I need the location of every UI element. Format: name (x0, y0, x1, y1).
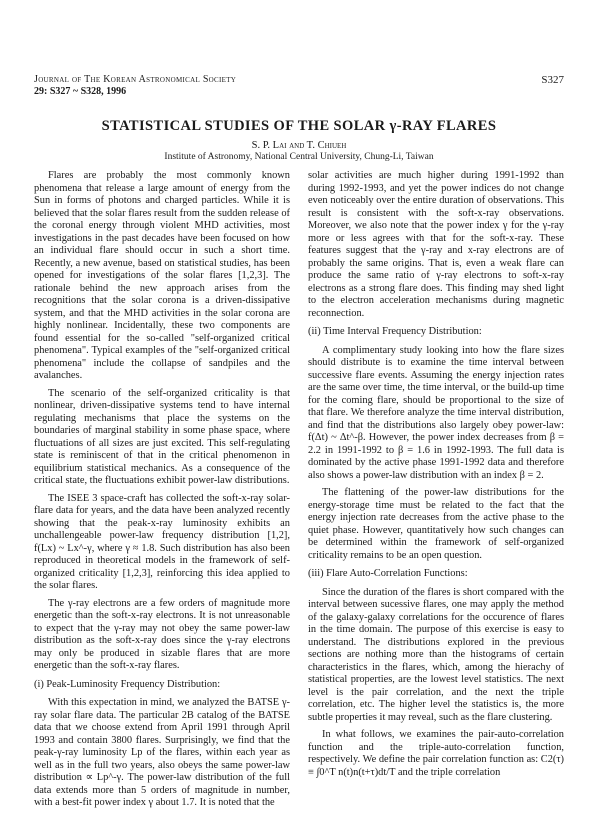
paragraph: The scenario of the self-organized criticality is that nonlinear, driven-dissipative systems tend to have internal regulating mechanisms that place the systems on the boundaries of marginal stability in some phase space, where fluctuations of all sizes are just excited. This self-regulating state is reminiscent of that in the critical phenomenon in equilibrium statistical mechanics. As a consequence of the critical state, the fluctuations exhibit power-law distributions. (34, 387, 290, 486)
paragraph: With this expectation in mind, we analyzed the BATSE γ-ray solar flare data. The particular 2B catalog of the BATSE data that we choose extend from April 1991 through April 1993 and contain 3800 flares. Surprisingly, we find that the peak-γ-ray luminosity Lp of the flares, within each year as well as in the full two years, also obeys the same power-law distribution ∝ Lp^-γ. The power-law distribution of the full data extends more than 5 orders of magnitude in number, with a best-fit power index γ about 1.7. It is noted that the (34, 697, 290, 808)
paragraph: A complimentary study looking into how the flare sizes should distribute is to examine the time interval between successive flare events. Assuming the energy injection rates are the same over time, the time interval, or the build-up time for the coming flare, should be proportional to the size of that flare. We therefore analyze the time interval distribution, and find that the distributions also largely obey power-law: f(Δt) ~ Δt^-β. However, the power index decreases from β = 2.2 in 1991-1992 to β = 1.6 in 1992-1993. The full data is dominated by the active phase 1991-1992 data and therefore also shows a power-law distribution with an index β = 2. (308, 344, 564, 481)
running-header (34, 74, 564, 98)
paragraph: The flattening of the power-law distributions for the energy-storage time must be related to the fact that the energy injection rate decreases from the active phase to the quiet phase. However, quantitatively how such changes can be determined within the framework of self-organized criticality remains to be an open question. (308, 487, 564, 561)
paragraph: The ISEE 3 space-craft has collected the soft-x-ray solar-flare data for years, and the data have been analyzed recently showing that the peak-x-ray luminosity exhibits an unchallengeable power-law frequency distribution [1,2], f(Lx) ~ Lx^-γ, where γ ≈ 1.8. Such distribution has also been reproduced in theoretical models in the framework of self-organized criticality [1,2,3], reinforcing this idea applied to the solar flares. (34, 492, 290, 591)
right-column (308, 170, 564, 784)
paper-title: STATISTICAL STUDIES OF THE SOLAR γ-RAY FLARES (101, 118, 497, 134)
section-heading: (ii) Time Interval Frequency Distribution: (308, 326, 482, 337)
paragraph: In what follows, we examines the pair-auto-correlation function and the triple-auto-correlation function, respectively. We define the pair correlation function as: C2(τ) ≡ ∫0^T n(t)n(t+τ)dt/T and the triple correlation (308, 729, 564, 778)
volume-info: 29: S327 ~ S328, 1996 (34, 86, 127, 97)
paragraph: solar activities are much higher during 1991-1992 than during 1992-1993, and yet the power indices do not change even noticeably over the entire duration of observations. This result is consistent with the soft-x-ray observations. Moreover, we also note that the power index γ for the γ-ray more or less agrees with that for the soft-x-ray. These features suggest that the γ-ray and x-ray electrons are of probably the same origins. That is, even a weak flare can produce the same ratio of γ-ray electrons to soft-x-ray electrons as a strong flare does. This finding may shed light to the electron acceleration mechanisms during magnetic reconnection. (308, 170, 564, 319)
authors: S. P. Lai and T. Chiueh (251, 140, 347, 151)
paragraph: The γ-ray electrons are a few orders of magnitude more energetic than the soft-x-ray electrons. It is not unreasonable to expect that the γ-ray may not obey the same power-law distribution as the soft-x-ray does since the γ-ray electrons may only be produced in sizable flares that are more energetic than the soft-x-ray flares. (34, 597, 290, 671)
journal-name: Journal of The Korean Astronomical Society (34, 74, 237, 85)
affiliation: Institute of Astronomy, National Central University, Chung-Li, Taiwan (164, 152, 434, 162)
paragraph: Flares are probably the most commonly known phenomena that release a large amount of energy from the Sun in forms of photons and charged particles. While it is believed that the solar flares result from the sudden release of the coronal energy through violent MHD activities, most investigations in the past decades have been focused on how an individual flare should occur in such a short time. Recently, a new avenue, based on statistical studies, has been opened for investigations of the solar flares [1,2,3]. The rationale behind the new approach arises from the recognitions that the solar corona is a driven-dissipative system, and that the MHD activities in the solar corona are highly nonlinear. Incidentally, these two components are found essential for the so-called "self-organized critical phenomena". Typical examples of the "self-organized critical phenomena" include the collapse of sandpiles and the avalanches. (34, 170, 290, 381)
section-heading: (iii) Flare Auto-Correlation Functions: (308, 568, 468, 579)
section-heading: (i) Peak-Luminosity Frequency Distribution: (34, 678, 221, 690)
paragraph: Since the duration of the flares is short compared with the interval between sucessive flares, one may apply the method of the galaxy-galaxy correlations for the occurence of flares in the time domain. The purpose of this exercise is easy to understand. The distributions explored in the previous sections are nothing more than the histograms of certain characteristics in the flares, which, among the hierachy of statistical properties, are the lowest level statistics. The next level is the pair correlation, and the next the triple correlation, etc. The higher level the statistics is, the more subtle properties it may reveal, such as the flare clustering. (308, 586, 564, 723)
page-number: S327 (541, 74, 564, 86)
left-column (34, 170, 290, 815)
